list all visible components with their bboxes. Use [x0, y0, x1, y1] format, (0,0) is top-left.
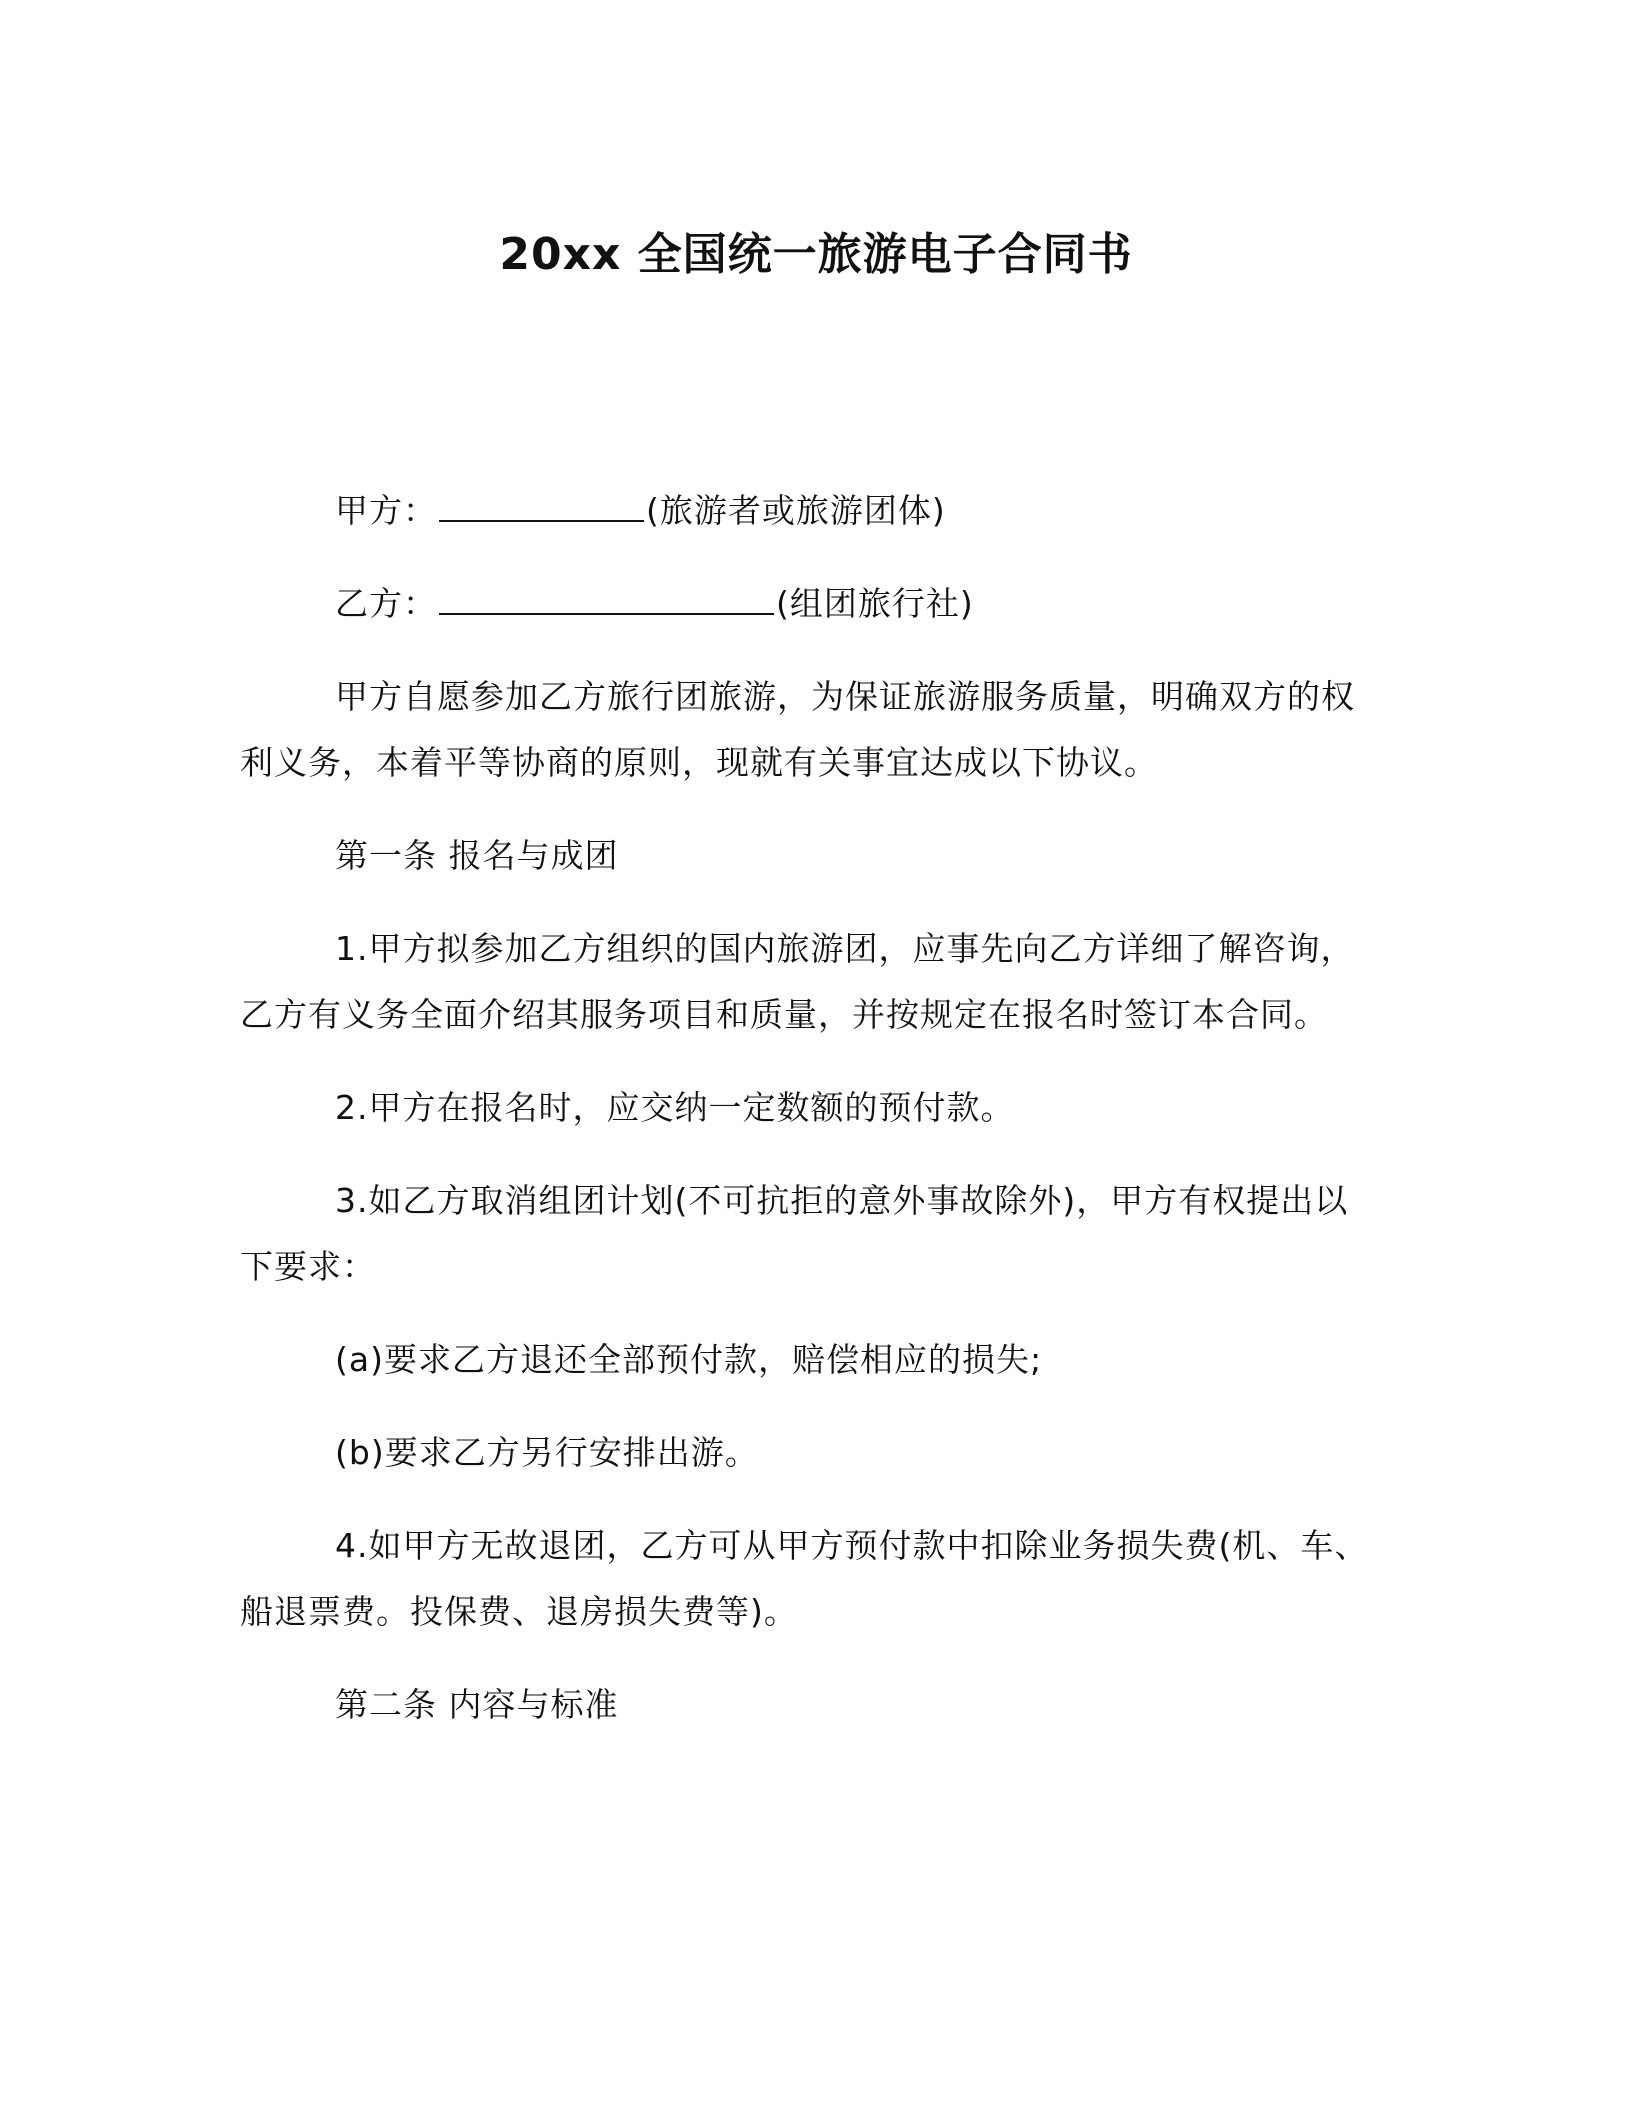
article-2-heading: 第二条 内容与标准 — [335, 1685, 619, 1724]
document-body — [240, 478, 1372, 1765]
article-1-clause-2: 2.甲方在报名时，应交纳一定数额的预付款。 — [335, 1088, 1015, 1127]
party-a-label: 甲方： — [335, 491, 437, 530]
party-b-note: (组团旅行社) — [776, 584, 974, 623]
article-1-clause-4: 4.如甲方无故退团，乙方可从甲方预付款中扣除业务损失费(机、车、船退票费。投保费、退房损失费等)。 — [240, 1526, 1369, 1631]
document-title: 20xx 全国统一旅游电子合同书 — [499, 229, 1133, 280]
article-1-clause-3b: (b)要求乙方另行安排出游。 — [335, 1433, 759, 1472]
article-1-clause-1: 1.甲方拟参加乙方组织的国内旅游团，应事先向乙方详细了解咨询，乙方有义务全面介绍其服务项目和质量，并按规定在报名时签订本合同。 — [240, 929, 1355, 1034]
article-1-clause-3: 3.如乙方取消组团计划(不可抗拒的意外事故除外)，甲方有权提出以下要求： — [240, 1181, 1349, 1286]
party-b-label: 乙方： — [335, 584, 437, 623]
intro-paragraph: 甲方自愿参加乙方旅行团旅游，为保证旅游服务质量，明确双方的权利义务，本着平等协商的原则，现就有关事宜达成以下协议。 — [240, 677, 1355, 782]
party-b-line — [240, 571, 1372, 637]
party-a-note: (旅游者或旅游团体) — [646, 491, 946, 530]
party-a-blank-field[interactable] — [439, 478, 644, 522]
article-1-clause-3a: (a)要求乙方退还全部预付款，赔偿相应的损失; — [335, 1340, 1043, 1379]
party-b-blank-field[interactable] — [439, 571, 774, 615]
party-a-line — [240, 478, 1372, 544]
article-1-heading: 第一条 报名与成团 — [335, 836, 619, 875]
